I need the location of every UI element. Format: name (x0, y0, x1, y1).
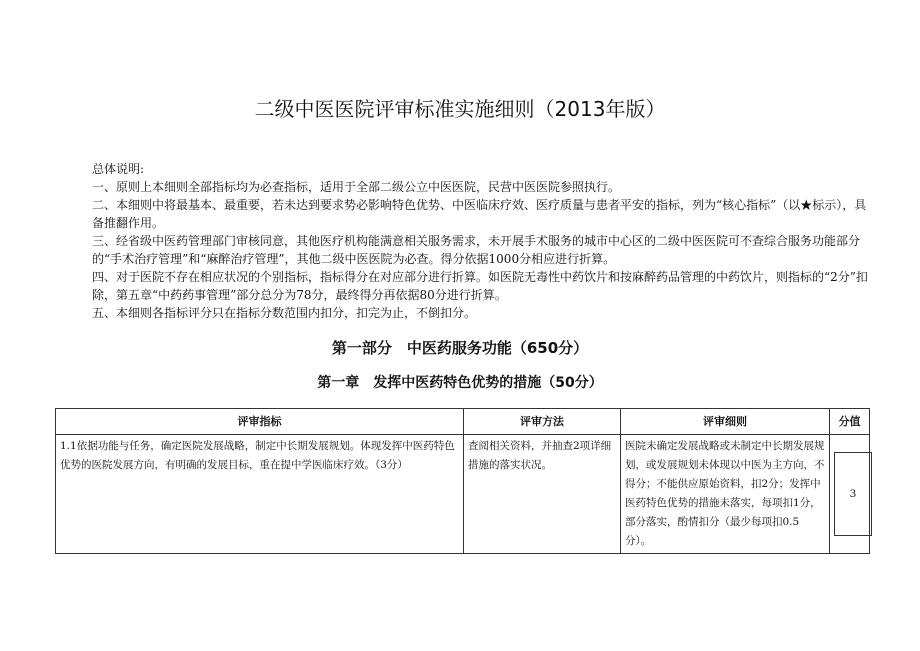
header-method: 评审方法 (464, 409, 621, 435)
document-title: 二级中医医院评审标准实施细则（2013年版） (254, 97, 666, 121)
note-item: 三、经省级中医药管理部门审核同意，其他医疗机构能满意相关服务需求，未开展手术服务的城市中心区的二级中医医院可不查综合服务功能部分的“手术治疗管理”和“麻醉治疗管理”，其他二级中医医院为必查。得分依据1000分相应进行折算。 (92, 234, 861, 266)
note-item: 二、本细则中将最基本、最重要，若未达到要求势必影响特色优势、中医临床疗效、医疗质量与患者平安的指标，列为“核心指标”（以★标示），具备推翻作用。 (92, 198, 867, 230)
cell-score (830, 435, 870, 554)
part-title: 第一部分 中医药服务功能（650分） (331, 339, 589, 357)
general-notes (92, 160, 872, 322)
header-score: 分值 (830, 409, 870, 435)
criteria-table (55, 408, 870, 554)
score-value: 3 (834, 452, 872, 536)
chapter-title: 第一章 发挥中医药特色优势的措施（50分） (317, 375, 603, 391)
note-item: 四、对于医院不存在相应状况的个别指标，指标得分在对应部分进行折算。如医院无毒性中药饮片和按麻醉药品管理的中药饮片，则指标的“2分”扣除，第五章“中药药事管理”部分总分为78分，最终得分再依据80分进行折算。 (92, 270, 868, 302)
cell-detail: 医院未确定发展战略或未制定中长期发展规划，或发展规划未体现以中医为主方向，不得分；不能供应原始资料，扣2分；发挥中医药特色优势的措施未落实，每项扣1分，部分落实，酌情扣分（最少每项扣0.5分）。 (621, 435, 830, 554)
header-indicator: 评审指标 (56, 409, 464, 435)
general-notes-heading: 总体说明: (92, 162, 145, 176)
table-header-row (56, 409, 870, 435)
note-item: 一、原则上本细则全部指标均为必查指标，适用于全部二级公立中医医院，民营中医医院参照执行。 (92, 180, 621, 194)
note-item: 五、本细则各指标评分只在指标分数范围内扣分，扣完为止，不倒扣分。 (92, 306, 477, 320)
cell-indicator: 1.1依据功能与任务，确定医院发展战略，制定中长期发展规划。体现发挥中医药特色优势的医院发展方向，有明确的发展目标，重在提中学医临床疗效。（3分） (56, 435, 464, 554)
table-row (56, 435, 870, 554)
header-detail: 评审细则 (621, 409, 830, 435)
cell-method: 查阅相关资料，并抽查2项详细措施的落实状况。 (464, 435, 621, 554)
